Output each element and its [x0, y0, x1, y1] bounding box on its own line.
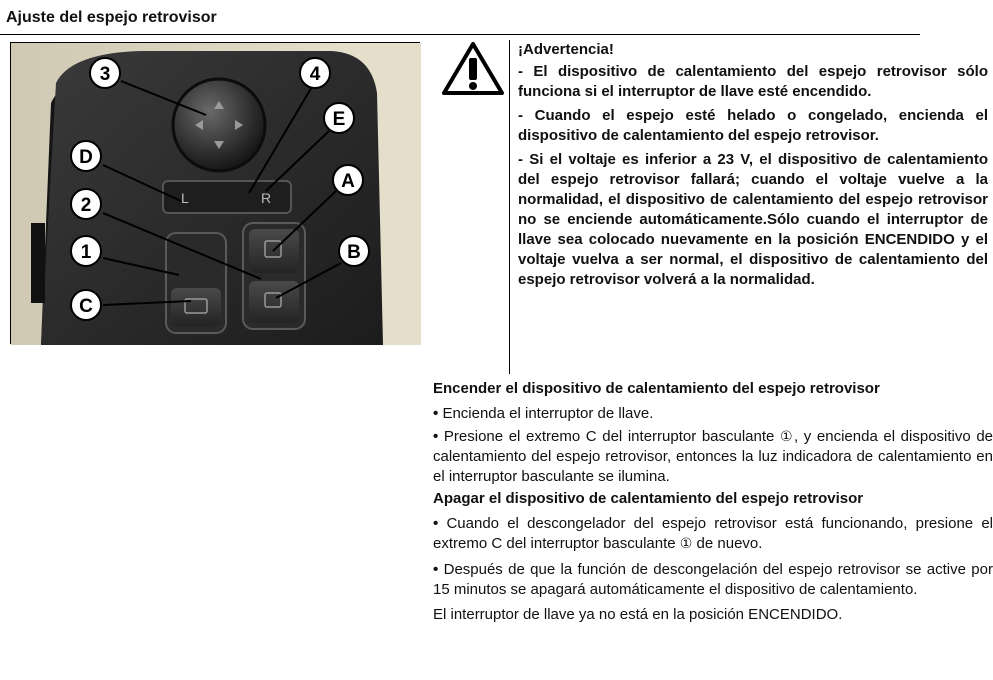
svg-text:R: R [261, 190, 272, 206]
page-title: Ajuste del espejo retrovisor [6, 9, 217, 26]
warning-item: - Si el voltaje es inferior a 23 V, el dispositivo de calentamiento del espejo retrovisor fallará; cuando el voltaje vuelve a la normalidad, el dispositivo de calentamiento del espejo retrovisor no se enciende automáticamente.Sólo cuando el interruptor de llave sea colocado nuevamente en la posición ENCENDIDO y el voltaje vuelva a ser normal, el dispositivo de calentamiento del espejo retrovisor volverá a la normalidad. [518, 151, 988, 288]
list-item: • Cuando el descongelador del espejo retrovisor está funcionando, presione el extremo C del interruptor basculante ① de nuevo. [433, 515, 993, 552]
section-heading-off: Apagar el dispositivo de calentamiento del espejo retrovisor [433, 490, 864, 507]
mirror-control-photo [10, 42, 420, 344]
mirror-adjust-knob [173, 79, 265, 171]
note-text: El interruptor de llave ya no está en la posición ENCENDIDO. [433, 606, 843, 623]
list-item: • Presione el extremo C del interruptor basculante ①, y encienda el dispositivo de calentamiento del espejo retrovisor, entonces la luz indicadora de calentamiento en el interruptor basculante se ilumina. [433, 427, 993, 485]
svg-text:1: 1 [80, 242, 92, 263]
svg-text:B: B [347, 242, 361, 263]
svg-text:A: A [341, 171, 355, 192]
warning-title: ¡Advertencia! [518, 41, 614, 58]
warning-item: - Cuando el espejo esté helado o congelado, encienda el dispositivo de calentamiento del espejo retrovisor. [518, 107, 988, 144]
svg-text:L: L [181, 190, 189, 206]
svg-text:C: C [79, 296, 93, 317]
list-item: • Después de que la función de descongelación del espejo retrovisor se active por 15 minutos se apagará automáticamente el dispositivo de calentamiento. [433, 561, 993, 598]
svg-text:E: E [332, 109, 346, 130]
section-heading-on: Encender el dispositivo de calentamiento del espejo retrovisor [433, 380, 880, 397]
svg-text:2: 2 [80, 195, 92, 216]
warning-box [518, 40, 988, 294]
warning-triangle-icon [440, 40, 506, 98]
list-item: • Encienda el interruptor de llave. [433, 405, 654, 422]
svg-text:4: 4 [309, 64, 321, 85]
svg-text:3: 3 [99, 64, 111, 85]
warning-divider [509, 40, 510, 374]
svg-text:D: D [79, 147, 93, 168]
instructions [433, 379, 993, 631]
warning-item: - El dispositivo de calentamiento del espejo retrovisor sólo funciona si el interruptor de llave esté encendido. [518, 63, 988, 100]
title-rule [0, 34, 920, 35]
